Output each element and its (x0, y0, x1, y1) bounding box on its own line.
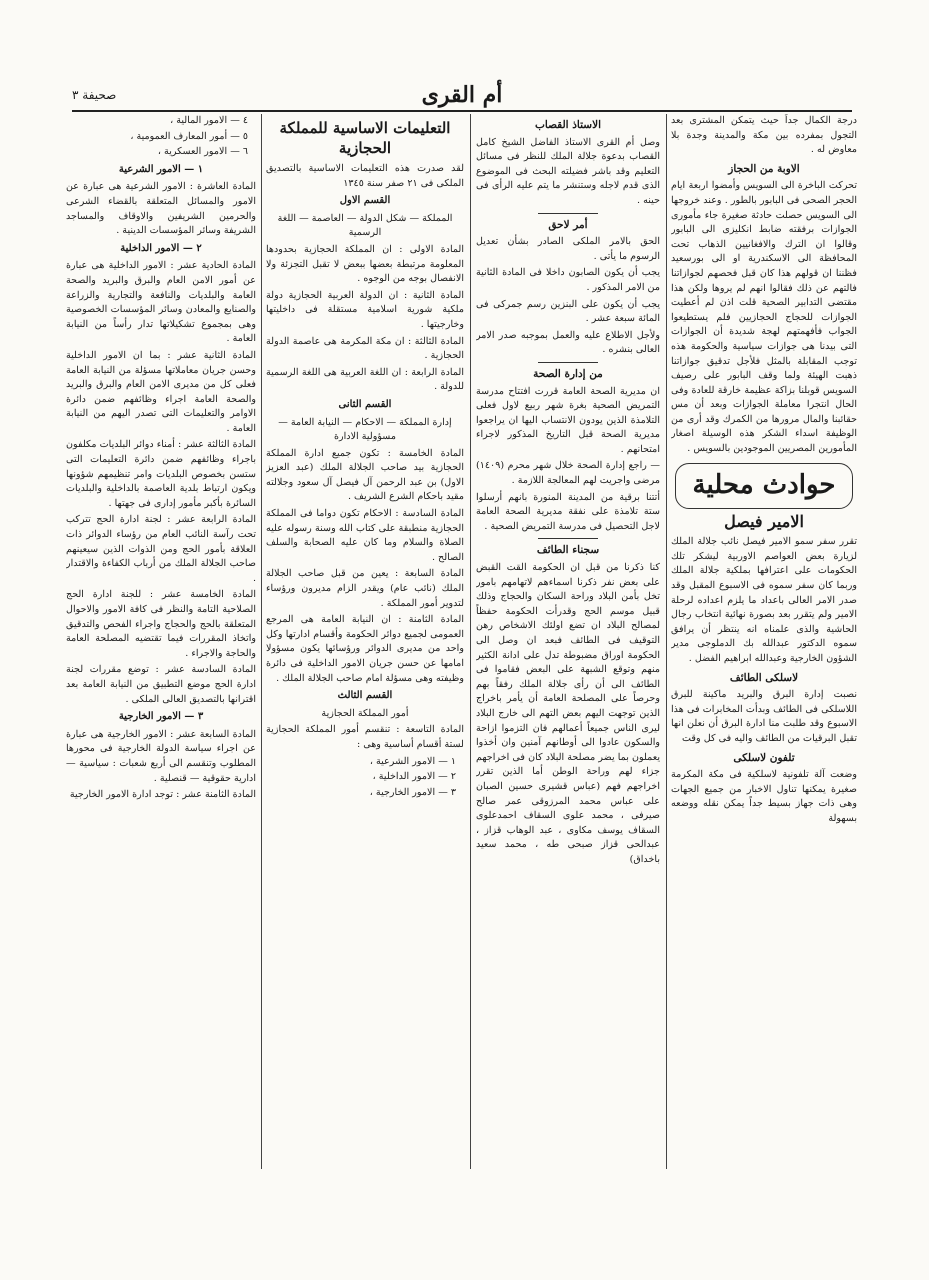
article-heading: لاسلكى الطائف (729, 671, 799, 684)
paragraph: وصل أم القرى الاستاذ الفاضل الشيخ كامل القصاب بدعوة جلالة الملك للنظر فى مسائل التعليم وقد باشر فضيلته البحث فى الموضوع الذى قدم لاجله وستنشر ما يتم عليه الرأى فى حينه . (476, 136, 660, 206)
paragraph: وضعت آلة تلفونية لاسلكية فى مكة المكرمة صغيرة يمكنها تناول الاخبار من جميع الجهات وهى ذات جهاز بسيط جداً يمكن نقله ووضعه بسهولة (671, 769, 857, 824)
article-subhead: الامير فيصل (724, 511, 804, 531)
section-subtitle: أمور المملكة الحجازية (321, 707, 409, 719)
list-item: ٢ — الامور الداخلية ، (372, 771, 456, 783)
article-title: التعليمات الاساسية للمملكة الحجازية (279, 119, 451, 157)
article-clause: المادة الثامنة : ان النيابة العامة هى المرجع العمومى لجميع دوائر الحكومة وأقسام ادارتها وكل واحد من مديرى الدوائر ورؤسائها يكون مسؤولا امامها عن حسن جريان الامور الداخلية فى دائرة وظيفته وهى مسؤلة امام صاحب الجلالة الملك . (266, 614, 464, 684)
column-divider (666, 114, 667, 1169)
article-clause: المادة الثامنة عشر : توجد ادارة الامور الخارجية (69, 789, 256, 801)
article-clause: المادة الحادية عشر : الامور الداخلية هى عبارة عن أمور الامن العام والبرق والبريد والصحة العامة والبلديات والنافعة والتجارية والزراعة والصنايع والمعادن وسائر المؤسسات الخصوصية وهى بمجموع تشكيلاتها تدار رأساً من النيابة العامة . (66, 260, 256, 345)
column-divider (261, 114, 262, 1169)
section-heading: ٣ — الامور الخارجية (118, 711, 204, 723)
article-clause: المادة الاولى : ان المملكة الحجازية بحدودها المعلومة مرتبطة بعضها ببعض لا تقبل التجزئة ولا الانفصال بوجه من الوجوه . (266, 243, 464, 285)
paragraph: أتتنا برقية من المدينة المنورة بانهم أرسلوا ستة تلامذة على نفقة مديرية الصحة العامة لاجل التحصيل فى مدرسة التمريض الصحية . (476, 491, 660, 532)
paragraph: نصبت إدارة البرق والبريد ماكينة للبرق اللاسلكى فى الطائف وبدأت المخابرات فى هذا الاسبوع وقد طلبت منا ادارة البرق أن نعلن انها تقبل البرقيات من الطائف واليه فى كل وقت (671, 689, 857, 744)
article-clause: المادة الثالثة : ان مكة المكرمة هى عاصمة الدولة الحجازية . (266, 335, 464, 362)
section-heading: القسم الاول (339, 195, 391, 207)
paragraph: الحق بالامر الملكى الصادر بشأن تعديل الرسوم ما يأتى . (476, 236, 660, 262)
article-clause: المادة السابعة : يعين من قبل صاحب الجلالة الملك (نائب عام) ويقدر الزام مديرون ورؤساء لتدوير أمور المملكة . (266, 568, 464, 609)
newspaper-title: أم القرى (421, 82, 503, 108)
paragraph: ان مديرية الصحة العامة قررت افتتاح مدرسة التمريض الصحية بغرة شهر ربيع لاول فعلى التلامذة الذين يودون الانتساب اليها ان يراجعوا مديرية الصحة قبل التاريخ المذكور لاجراء امتحانهم . (476, 385, 660, 455)
article-clause: المادة الخامسة : تكون جميع ادارة المملكة الحجازية بيد صاحب الجلالة الملك (عبد العزيز الاول) بن عبد الرحمن آل فيصل آل سعود وجلالته مقيد باحكام الشرع الشريف . (266, 447, 464, 503)
list-item: ١ — الامور الشرعية ، (369, 755, 456, 767)
article-heading: سجناء الطائف (536, 544, 600, 557)
paragraph: كنا ذكرنا من قبل ان الحكومة القت القبض على بعض نفر ذكرنا اسماءهم لاتهامهم بامور تخل بأمن البلاد وراحة السكان والحجاج وذلك قبيل موسم الحج وقدرأت الحكومة حفظاً لمصالح البلاد ان تضع اولئك الاشخاص رهن التوقيف فى الطائف فبعد ان وصل الى الحكومة اوراق مضبوطة تدل على ادانة الكثير منهم وتوقع الشبهة على البعض فقاموا فى الطائف الى أن رأى جلالة الملك رفقاً بهم وحرصاً على المصلحة العامة أن يأمر باخراج الذين توجهت اليهم بعض التهم الى خارج البلاد ليرى الناس جميعاً أعمالهم فان التزموا ازاحة والسكون عادوا الى أوطانهم آمنين وان أخذوا يعملون بما يضر مصلحة البلاد كان فى اخراجهم جزاء لهم وراحة الوطن أما الذين تقرر اخراجهم فهم (عباس قشيرى حسين الصبان على عباس محمد المرزوقى عمر صالح صيرفى ، محمد علوى السقاف احمدعلوى السقاف يوسف مكاوى ، عبد الوهاب قزاز ، عبدالحى قزاز صبحى طه ، محمد سعيد باخداق) (476, 562, 660, 865)
section-heading: ٢ — الامور الداخلية (120, 242, 202, 254)
divider (538, 213, 598, 214)
article-heading: أمر لاحق (548, 218, 588, 231)
section-heading: القسم الثانى (338, 398, 392, 410)
divider (538, 362, 598, 363)
paragraph: يجب أن يكون على البنزين رسم جمركى فى المائة سبعة عشر . (476, 298, 660, 325)
section-heading: ١ — الامور الشرعية (118, 163, 204, 175)
column-4 (66, 114, 256, 1169)
list-item: ٦ — الامور العسكرية ، (157, 146, 248, 158)
section-heading: القسم الثالث (337, 690, 393, 702)
article-clause: المادة السادسة : الاحكام تكون دواما فى المملكة الحجازية منطبقة على كتاب الله وسنة رسوله عليه الصلاة والسلام وما كان عليه الصحابة والسلف الصالح . (266, 508, 464, 563)
paragraph: لقد صدرت هذه التعليمات الاساسية بالتصديق الملكى فى ٢١ صفر سنة ١٣٤٥ (266, 163, 464, 189)
article-heading: تلفون لاسلكى (733, 751, 795, 764)
paragraph: درجة الكمال جداً حيث يتمكن المشترى بعد التجول بمفرده بين مكة والمدينة وجدة بلا معاوض له . (671, 115, 857, 156)
masthead-rule (72, 110, 852, 112)
article-clause: المادة الرابعة عشر : لجنة ادارة الحج تتركب تحت رآسة النائب العام من رؤساء الدوائر ذات العلاقة بأمور الحج ومن الذوات الذين سيعينهم صاحب الجلالة الملك من أرباب الكفاءة والاقتدار . (66, 514, 256, 584)
article-clause: المادة السابعة عشر : الامور الخارجية هى عبارة عن اجراء سياسة الدولة الخارجية فى محورها المطلوب وتنقسم الى أربع شعبات : سياسية — ادارية حقوقية — قنصلية . (66, 728, 256, 784)
page-number: صحيفة ٣ (72, 88, 117, 102)
article-heading: الاستاذ القصاب (534, 119, 602, 131)
list-item: ٥ — أمور المعارف العمومية ، (130, 130, 248, 142)
article-clause: المادة التاسعة : تنقسم أمور المملكة الحجازية لستة أقسام أساسية وهى : (266, 724, 464, 750)
list-item: ٣ — الامور الخارجية ، (369, 786, 456, 798)
paragraph: — راجع إدارة الصحة خلال شهر محرم (١٤٠٩) مرضى واجريت لهم المعالجة اللازمة . (476, 460, 660, 487)
section-subtitle: المملكة — شكل الدولة — العاصمة — اللغة الرسمية (277, 212, 453, 239)
article-clause: المادة الثانية عشر : بما ان الامور الداخلية وحسن جريان معاملاتها مسؤلة من النيابة العامة فعلى كل من مديرى الامن العام والبرق والبريد والصحة العامة اجراء وظائفهم ضمن دائرة الاوامر والتعليمات التى تصدر اليهم من النيابة العامة . (66, 349, 256, 434)
article-heading: من إدارة الصحة (533, 367, 603, 380)
paragraph: يجب أن يكون الصابون داخلا فى المادة الثانية من الامر المذكور . (476, 267, 660, 293)
paragraph: تقرر سفر سمو الامير فيصل نائب جلالة الملك لزيارة بعض العواصم الاوربية ليشكر تلك الحكومات على اعترافها بملكية جلالة الملك وربما كان سفر سموه فى الاسبوع المقبل وقد صدر الامر العالى باعداد ما يلزم اعداده لرحلة الامير ولم يتقرر بعد بصورة نهائية انتخاب رجال الحاشية والذى علمناه انه ينتظر أن يرافق سموه الدكتور عبدالله بك الدملوجى مدير الشؤون الخارجية وعبدالله ابراهيم الفضل . (671, 536, 857, 664)
list-item: ٤ — الامور المالية ، (170, 115, 248, 126)
article-clause: المادة الخامسة عشر : للجنة ادارة الحج الصلاحية التامة والنظر فى كافة الامور والاحوال المتعلقة بالحج والحجاج واجراء الفحص والتدقيق واتخاذ المقررات فيما تقتضيه المصلحة العامة والحاجة والاجراء . (66, 589, 256, 659)
article-clause: المادة الرابعة : ان اللغة العربية هى اللغة الرسمية للدولة . (266, 366, 464, 393)
article-clause: المادة الثانية : ان الدولة العربية الحجازية دولة ملكية شورية اسلامية مستقلة فى داخليتها وخارجيتها . (266, 289, 464, 330)
article-clause: المادة السادسة عشر : توضع مقررات لجنة ادارة الحج موضع التطبيق من النيابة العامة بعد اقترانها بالتصديق العالى الملكى . (66, 664, 256, 705)
section-subtitle: إدارة المملكة — الاحكام — النيابة العامة — مسؤولية الادارة (278, 416, 452, 443)
column-2 (476, 114, 660, 1169)
masthead (72, 82, 852, 108)
article-heading: الاوبة من الحجاز (728, 162, 800, 175)
article-clause: المادة العاشرة : الامور الشرعية هى عبارة عن الامور والمسائل المتعلقة بالقضاء الشرعى والحرمين الشريفين والاوقاف والمساجد الشريفة وسائر المؤسسات الدينية . (66, 181, 256, 237)
column-1 (671, 114, 857, 1169)
column-divider (470, 114, 471, 1169)
article-clause: المادة الثالثة عشر : أمناء دوائر البلديات مكلفون باجراء وظائفهم ضمن دائرة التعليمات التى ستسن بخصوص البلديات وامر تنظيمهم شؤونها ويكون ارتباط بلدية العاصمة بالداخلية والبلديات السائرة بأكبر مأمور إدارى فى جهتها . (66, 439, 256, 509)
paragraph: ولأجل الاطلاع عليه والعمل بموجبه صدر الامر العالى بنشره . (476, 329, 660, 356)
paragraph: تحركت الباخرة الى السويس وأمضوا اربعة ايام الحجر الصحى فى البابور بالطور . وعند خروجها الى السويس حصلت حادثة صغيرة جاء مأمورى الجوازات برفقته ضابط انكليزى الى البابور وقالوا ان الترك والافغانيين الذهاب تحت المحافظة الى الاسكندرية او الى بورسعيد فظننا ان قولهم هذا كان قبل فحصهم لجوازاتنا فالتهم عن ذلك فقالوا انهم لم يروها ولكن هذا مقتضى التدابير الصحية قلت اذن لم أعطيت الجوازات للحجاج الحجازيين فلم يستطيعوا الجواب فأفهمتهم لهجة شديدة أن الجوازات التى بيدنا هى جوازات سياسية والحكومة هذه توجب المقابلة بالمثل فلأجل تدقيق جوازاتنا ذهبت الهيئة ولما وقف البابور على رصيف السويس قوبلنا بزاكة عظيمة خارقة للعادة وفى الحال انتجرا معاملة الجوازات وبعد أن مس حقائبنا والمال مرورها من الكمرك وقد أرى من الوظيفة اسداء الشكر هذه الوسيلة اصغار المأمورين المصريين الموجودين بالسويس . (671, 180, 857, 455)
divider (538, 538, 598, 539)
column-3 (266, 114, 464, 1169)
section-banner: حوادث محلية (675, 463, 853, 509)
